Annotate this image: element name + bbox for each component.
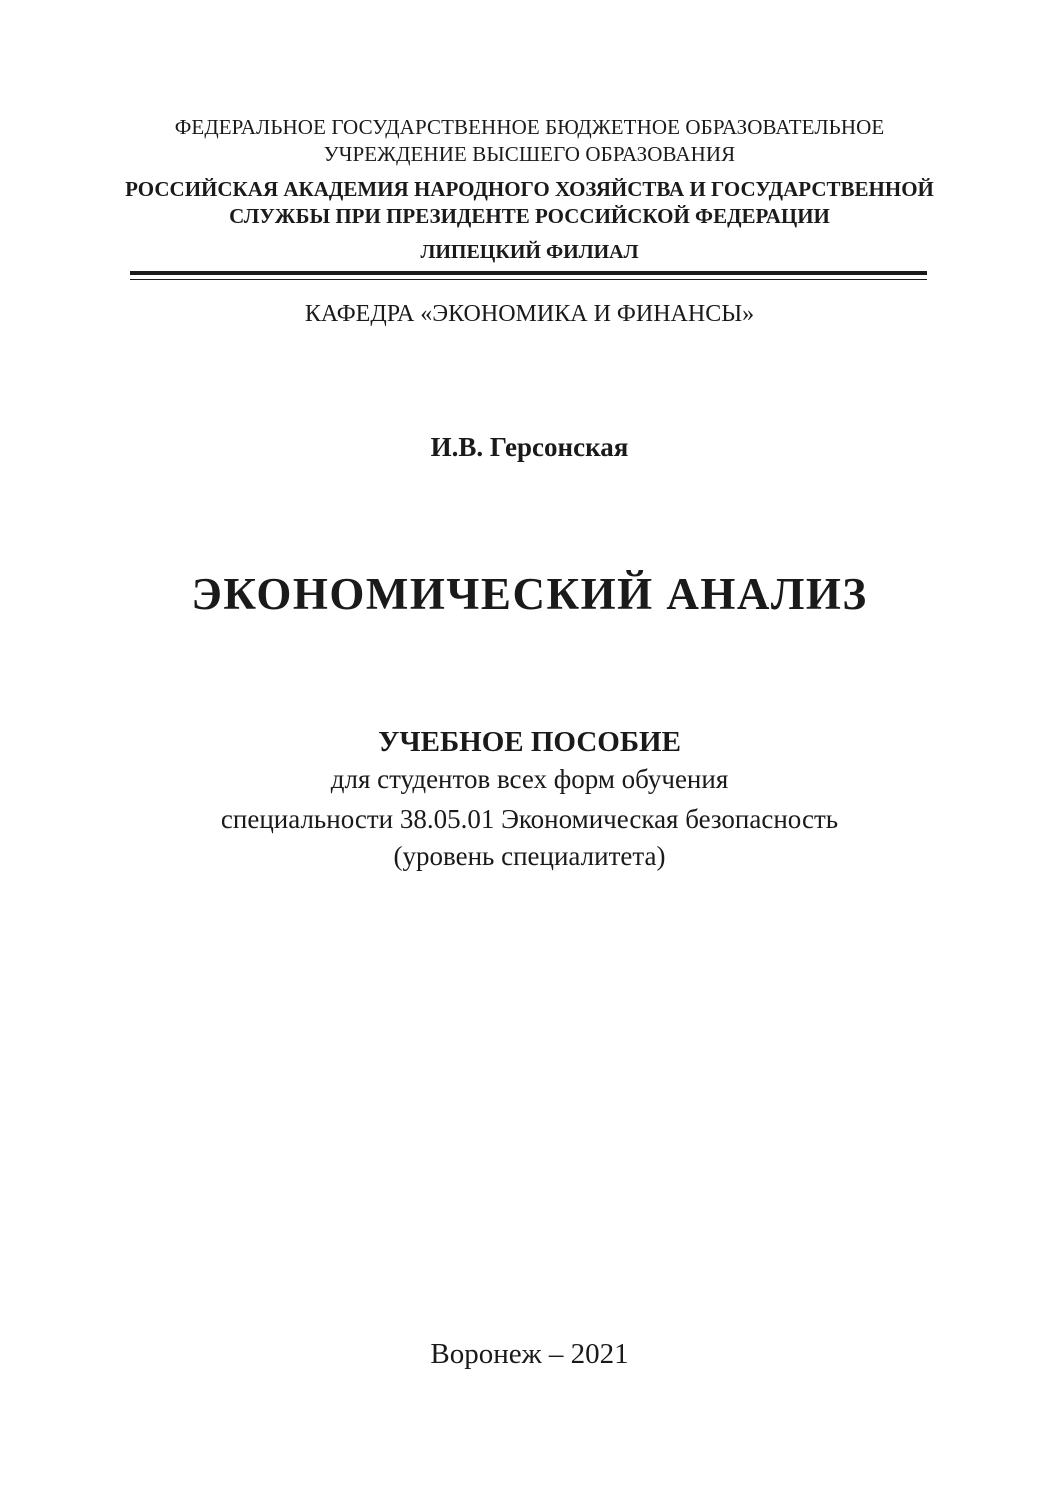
imprint-city-year: Воронеж – 2021: [430, 1338, 629, 1370]
academy-line-1: РОССИЙСКАЯ АКАДЕМИЯ НАРОДНОГО ХОЗЯЙСТВА И ГОСУДАРСТВЕННОЙ: [125, 177, 934, 201]
book-title: ЭКОНОМИЧЕСКИЙ АНАЛИЗ: [191, 569, 868, 619]
book-subtitle: УЧЕБНОЕ ПОСОБИЕ: [378, 726, 681, 758]
description-line-3: (уровень специалитета): [393, 841, 666, 871]
description-line-2: специальности 38.05.01 Экономическая безопасность: [220, 804, 839, 834]
branch-name: ЛИПЕЦКИЙ ФИЛИАЛ: [420, 241, 639, 263]
header-rule-thin: [130, 279, 927, 280]
header-rule-thick: [130, 271, 927, 275]
academy-line-2: СЛУЖБЫ ПРИ ПРЕЗИДЕНТЕ РОССИЙСКОЙ ФЕДЕРАЦИИ: [229, 204, 830, 228]
institution-line-1: ФЕДЕРАЛЬНОЕ ГОСУДАРСТВЕННОЕ БЮДЖЕТНОЕ ОБРАЗОВАТЕЛЬНОЕ: [174, 115, 885, 139]
author-name: И.В. Герсонская: [430, 432, 629, 462]
department-name: КАФЕДРА «ЭКОНОМИКА И ФИНАНСЫ»: [304, 301, 755, 327]
description-line-1: для студентов всех форм обучения: [330, 764, 729, 794]
institution-line-2: УЧРЕЖДЕНИЕ ВЫСШЕГО ОБРАЗОВАНИЯ: [323, 142, 736, 166]
